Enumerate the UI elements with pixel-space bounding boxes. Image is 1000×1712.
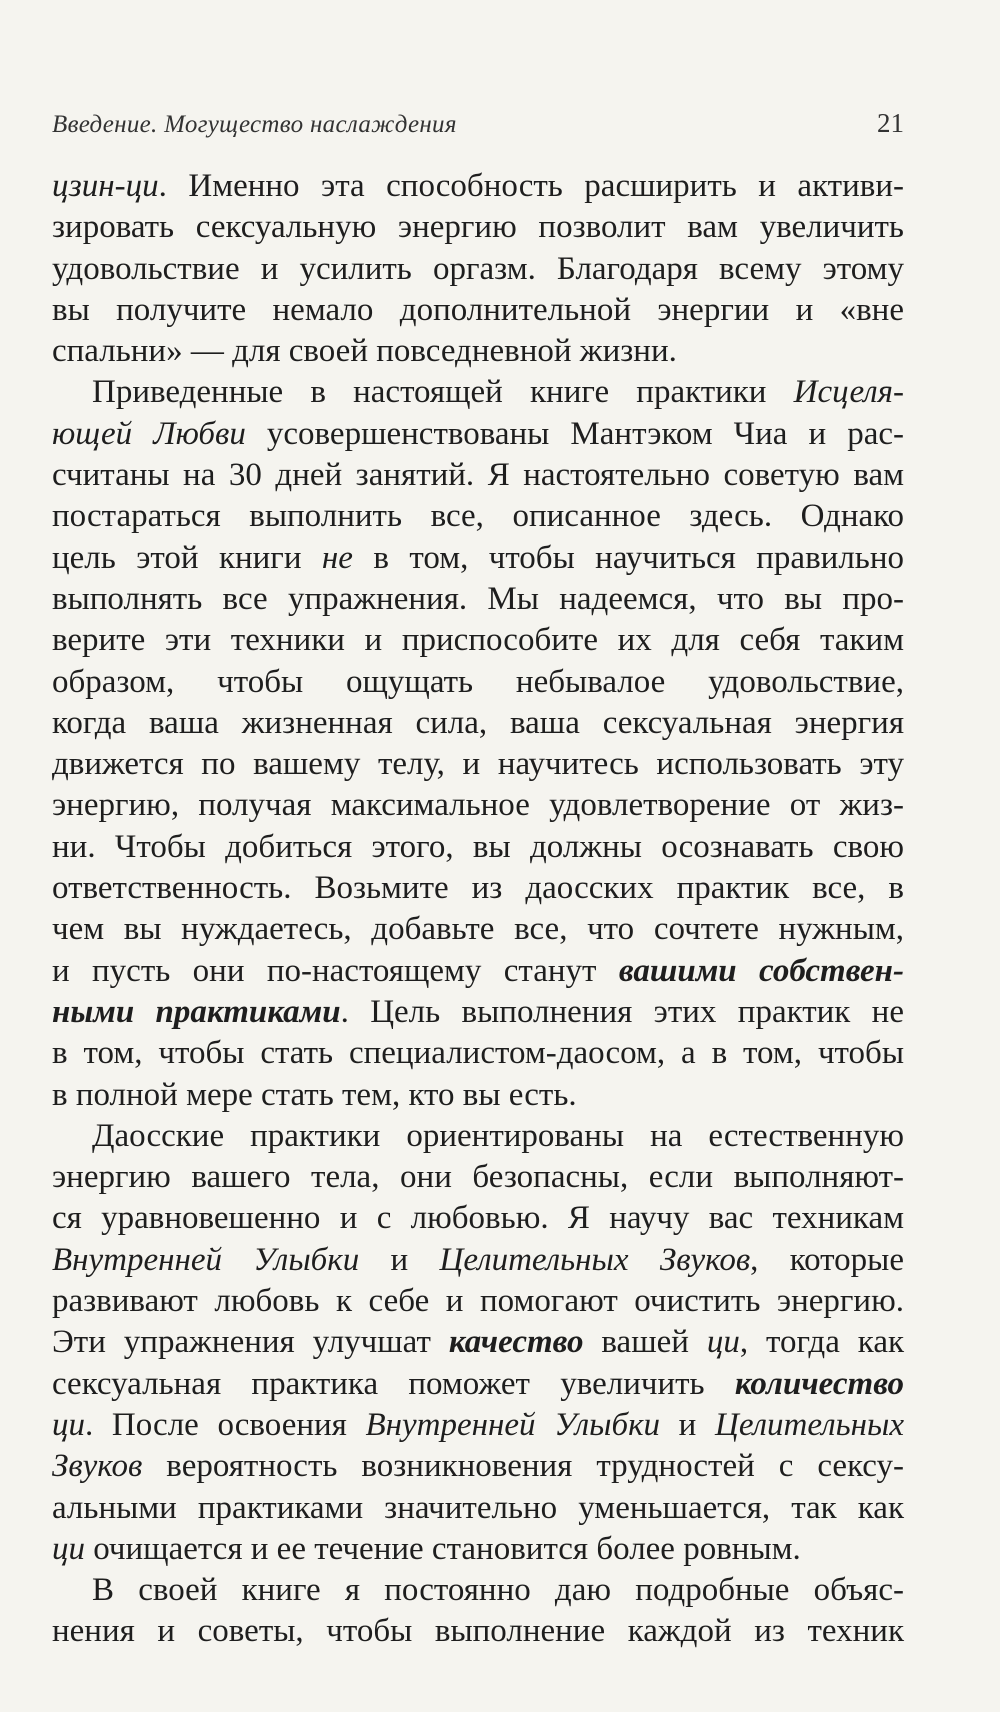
text-segment: вашей (583, 1324, 707, 1361)
text-line (52, 166, 904, 207)
text-line (52, 1405, 904, 1446)
text-line (52, 538, 904, 579)
italic-text: Целительных Звуков (439, 1241, 751, 1278)
text-line (52, 620, 904, 661)
text-line (52, 1322, 904, 1363)
text-segment: в том, чтобы стать специалистом-даосом, а в том, чтобы (52, 1035, 904, 1072)
italic-text: Целительных (715, 1406, 904, 1443)
text-segment: зировать сексуальную энергию позволит вам увеличить (52, 209, 904, 246)
text-line (52, 455, 904, 496)
text-line (52, 1446, 904, 1487)
text-line (52, 909, 904, 950)
italic-text: Внутренней Улыбки (52, 1241, 360, 1278)
text-segment: в том, чтобы научиться правильно (352, 539, 904, 576)
text-segment: когда ваша жизненная сила, ваша сексуальная энергия (52, 704, 904, 741)
text-segment: развивают любовь к себе и помогают очистить энергию. (52, 1283, 904, 1320)
text-segment: считаны на 30 дней занятий. Я настоятельно советую вам (52, 457, 904, 494)
text-segment: В своей книге я постоянно даю подробные объяс- (92, 1572, 904, 1609)
text-segment: нения и советы, чтобы выполнение каждой из техник (52, 1613, 904, 1650)
bold-italic-text: ными практиками (52, 993, 341, 1030)
text-line (52, 868, 904, 909)
text-line (52, 1281, 904, 1322)
text-line (52, 1198, 904, 1239)
text-line (52, 1116, 904, 1157)
text-segment: спальни» — для своей повседневной жизни. (52, 333, 677, 370)
text-segment: выполнять все упражнения. Мы надеемся, что вы про- (52, 580, 904, 617)
text-line (52, 703, 904, 744)
text-line (52, 827, 904, 868)
text-line (52, 331, 904, 372)
text-line (52, 290, 904, 331)
running-header (52, 108, 904, 139)
text-segment: ся уравновешенно и с любовью. Я научу вас техникам (52, 1200, 904, 1237)
text-line (52, 1570, 904, 1611)
text-segment: и (660, 1406, 715, 1443)
text-line (52, 1611, 904, 1652)
italic-text: цзин-ци (52, 168, 159, 204)
text-segment: верите эти техники и приспособите их для себя таким (52, 622, 904, 659)
text-segment: Эти упражнения улучшат (52, 1324, 449, 1361)
text-segment: ни. Чтобы добиться этого, вы должны осознавать свою (52, 828, 904, 865)
text-segment: цель этой книги (52, 539, 322, 576)
bold-italic-text: вашими собствен- (618, 952, 904, 989)
text-line (52, 1364, 904, 1405)
italic-text: ющей Любви (52, 415, 246, 452)
italic-text: ци (52, 1530, 85, 1567)
italic-text: не (321, 539, 353, 576)
text-segment: Приведенные в настоящей книге практики (92, 374, 794, 411)
text-segment: в полной мере стать тем, кто вы есть. (52, 1076, 577, 1113)
text-segment: и (359, 1241, 440, 1278)
text-segment: . Цель выполнения этих практик не (340, 993, 904, 1030)
italic-text: Внутренней Улыбки (365, 1406, 661, 1443)
text-segment: , тогда как (739, 1324, 905, 1361)
text-segment: и пусть они по-настоящему станут (52, 952, 619, 989)
page-number: 21 (877, 108, 904, 138)
text-line (52, 951, 904, 992)
text-segment: ответственность. Возьмите из даосских практик все, в (52, 870, 904, 907)
bold-italic-text: количество (734, 1365, 904, 1402)
text-line (52, 1075, 904, 1116)
text-line (52, 1033, 904, 1074)
text-segment: очищается и ее течение становится более ровным. (85, 1530, 801, 1567)
italic-text: Исцеля- (793, 374, 904, 411)
text-line (52, 992, 904, 1033)
text-segment: энергию, получая максимальное удовлетворение от жиз- (52, 787, 904, 824)
text-line (52, 579, 904, 620)
text-segment: вы получите немало дополнительной энергии и «вне (52, 291, 904, 328)
text-line (52, 1488, 904, 1529)
text-segment: энергию вашего тела, они безопасны, если выполняют- (52, 1159, 904, 1196)
text-segment: сексуальная практика поможет увеличить (52, 1365, 735, 1402)
text-line (52, 1157, 904, 1198)
text-segment: постараться выполнить все, описанное здесь. Однако (52, 498, 904, 535)
text-line (52, 744, 904, 785)
text-line (52, 662, 904, 703)
body-text (52, 166, 904, 1653)
text-segment: , которые (750, 1241, 904, 1278)
text-segment: . После освоения (85, 1406, 366, 1443)
text-line (52, 1529, 904, 1570)
italic-text: Звуков (52, 1448, 143, 1485)
text-line (52, 372, 904, 413)
text-segment: . Именно эта способность расширить и активи- (158, 168, 904, 204)
running-title: Введение. Могущество наслаждения (52, 111, 457, 138)
text-line (52, 207, 904, 248)
text-segment: движется по вашему телу, и научитесь использовать эту (52, 746, 904, 783)
text-segment: Даосские практики ориентированы на естественную (92, 1117, 904, 1154)
italic-text: ци (52, 1406, 85, 1443)
text-line (52, 1240, 904, 1281)
text-segment: удовольствие и усилить оргазм. Благодаря всему этому (52, 250, 904, 287)
text-segment: вероятность возникновения трудностей с сексу- (142, 1448, 904, 1485)
text-line (52, 785, 904, 826)
text-segment: альными практиками значительно уменьшается, так как (52, 1489, 904, 1526)
text-line (52, 496, 904, 537)
text-segment: усовершенствованы Мантэком Чиа и рас- (245, 415, 904, 452)
bold-italic-text: качество (448, 1324, 584, 1361)
text-segment: образом, чтобы ощущать небывалое удовольствие, (52, 663, 904, 700)
text-line (52, 249, 904, 290)
text-segment: чем вы нуждаетесь, добавьте все, что сочтете нужным, (52, 911, 904, 948)
italic-text: ци (706, 1324, 740, 1361)
text-line (52, 414, 904, 455)
